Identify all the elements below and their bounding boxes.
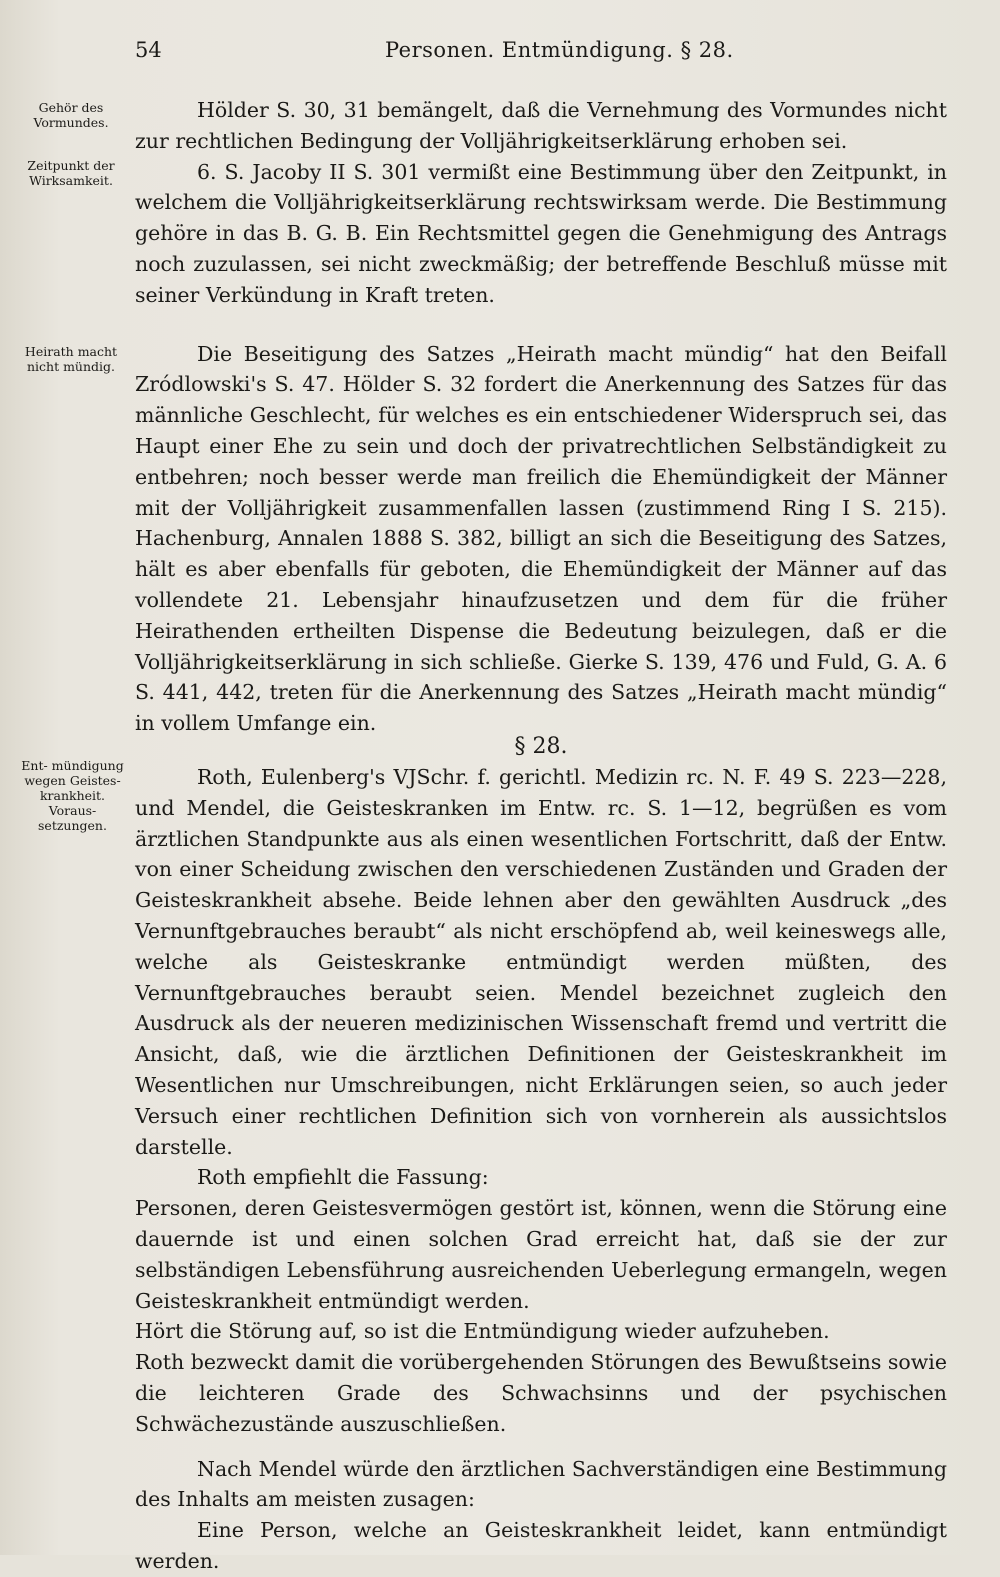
main-text-section-28 <box>135 762 947 1577</box>
paragraph-hoelder: Hölder S. 30, 31 bemängelt, daß die Vernehmung des Vormundes nicht zur rechtlichen Bedingung der Volljährigkeitserklärung erhoben sei. <box>135 98 947 153</box>
quote-mendel: Eine Person, welche an Geisteskrankheit leidet, kann entmündigt werden. <box>135 1518 947 1573</box>
paragraph-heirath: Die Beseitigung des Satzes „Heirath macht mündig“ hat den Beifall Zródlowski's S. 47. Hölder S. 32 fordert die Anerkennung des Satzes für das männliche Geschlecht, für welches es ein entschiedener Widerspruch sei, das Haupt einer Ehe zu sein und doch der privatrechtlichen Selbständigkeit zu entbehren; noch besser werde man freilich die Ehemündigkeit der Männer mit der Volljährigkeit zusammenfallen lassen (zustimmend Ring I S. 215). Hachenburg, Annalen 1888 S. 382, billigt an sich die Beseitigung des Satzes, hält es aber ebenfalls für geboten, die Ehemündigkeit der Männer auf das vollendete 21. Lebensjahr hinaufzusetzen und dem für die früher Heirathenden ertheilten Dispense die Bedeutung beizulegen, daß er die Volljährigkeitserklärung in sich schließe. Gierke S. 139, 476 und Fuld, G. A. 6 S. 441, 442, treten für die Anerkennung des Satzes „Heirath macht mündig“ in vollem Umfange ein. <box>135 341 947 736</box>
paragraph-roth-mendel: Roth, Eulenberg's VJSchr. f. gerichtl. Medizin rc. N. F. 49 S. 223—228, und Mendel, die Geisteskranken im Entw. rc. S. 1—12, begrüßen es vom ärztlichen Standpunkte aus als einen wesentlichen Fortschritt, daß der Entw. von einer Scheidung zwischen den verschiedenen Zuständen und Graden der Geisteskrankheit absehe. Beide lehnen aber den gewählten Ausdruck „des Vernunftgebrauches beraubt“ als nicht erschöpfend ab, weil keineswegs alle, welche als Geisteskranke entmündigt werden müßten, des Vernunftgebrauches beraubt seien. Mendel bezeichnet zugleich den Ausdruck als der neueren medizinischen Wissenschaft fremd und vertritt die Ansicht, daß, wie die ärztlichen Definitionen der Geisteskrankheit im Wesentlichen nur Umschreibungen, nicht Erklärungen seien, so auch jeder Versuch einer rechtlichen Definition sich von vornherein als aussichtslos darstelle. <box>135 765 947 1159</box>
paragraph-roth-fassung: Roth empfiehlt die Fassung: <box>197 1165 489 1190</box>
paragraph-roth-zweck: Roth bezweckt damit die vorübergehenden Störungen des Bewußtseins sowie die leichteren Grade des Schwachsinns und der psychischen Schwächezustände auszuschließen. <box>135 1350 947 1436</box>
quote-roth-1: Personen, deren Geistesvermögen gestört ist, können, wenn die Störung eine dauernde ist und einen solchen Grad erreicht hat, daß sie der zur selbständigen Lebensführung ausreichenden Ueberlegung ermangeln, wegen Geisteskrankheit entmündigt werden. <box>135 1196 947 1313</box>
paragraph-mendel: Nach Mendel würde den ärztlichen Sachverständigen eine Bestimmung des Inhalts am meisten zusagen: <box>135 1456 947 1512</box>
main-text <box>135 95 947 739</box>
running-title: Personen. Entmündigung. § 28. <box>385 38 734 62</box>
page-number: 54 <box>135 38 162 62</box>
margin-note-gehoer: Gehör des Vormundes. <box>33 100 109 130</box>
paragraph-jacoby: 6. S. Jacoby II S. 301 vermißt eine Bestimmung über den Zeitpunkt, in welchem die Volljährigkeitserklärung rechtswirksam werde. Die Bestimmung gehöre in das B. G. B. Ein Rechtsmittel gegen die Genehmigung des Antrags noch zuzulassen, sei nicht zweckmäßig; der betreffende Beschluß müsse mit seiner Verkündung in Kraft treten. <box>135 159 947 307</box>
running-header <box>135 38 945 74</box>
section-heading: § 28. <box>514 734 568 759</box>
margin-note-zeitpunkt: Zeitpunkt der Wirksamkeit. <box>27 158 115 188</box>
margin-note-entmuendigung: Ent- mündigung wegen Geistes- krankheit. Voraus- setzungen. <box>21 758 124 833</box>
quote-roth-2: Hört die Störung auf, so ist die Entmündigung wieder aufzuheben. <box>135 1319 830 1344</box>
margin-note-heirath: Heirath macht nicht mündig. <box>24 344 118 374</box>
